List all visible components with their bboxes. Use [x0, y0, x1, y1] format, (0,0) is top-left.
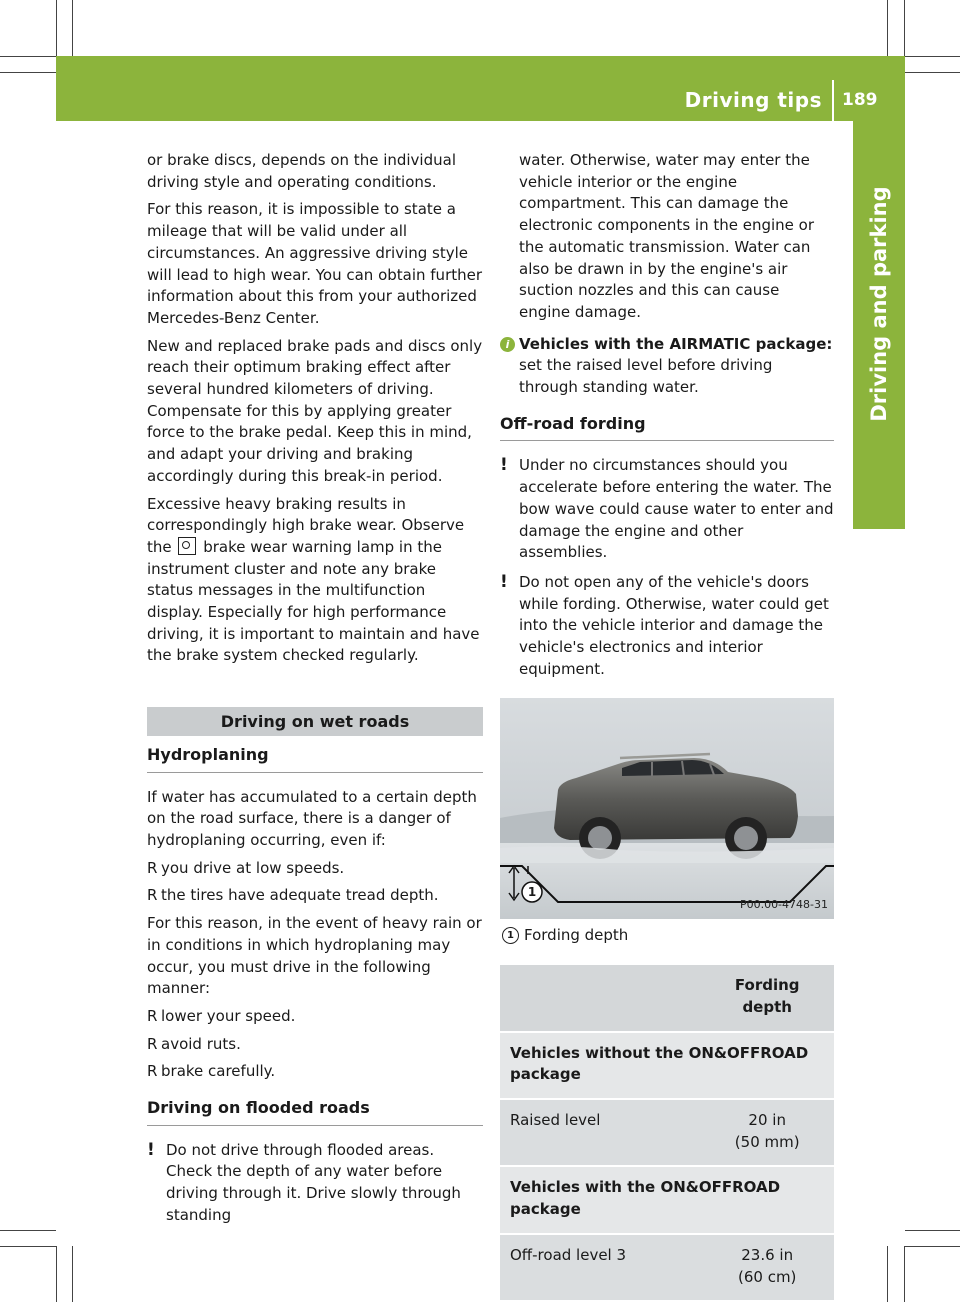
vehicle-illustration: [500, 698, 834, 919]
table-header-fording-depth: Fording depth: [700, 965, 834, 1031]
warning-text: Do not open any of the vehicle's doors while fording. Otherwise, water could get into the vehicle interior and damage the vehicle's electronics and interior equipment.: [519, 572, 829, 678]
warning-note: [500, 455, 834, 564]
left-column: [147, 150, 483, 1235]
figure-caption: [500, 925, 834, 947]
bullet-marker: R: [147, 858, 158, 877]
crop-mark: [905, 56, 960, 57]
row-label: Off-road level 3: [500, 1234, 700, 1301]
table-header-row: [500, 965, 834, 1031]
table-row: [500, 1234, 834, 1301]
chapter-tab-text: Driving and parking: [867, 186, 891, 422]
figure-code: P00.00-4748-31: [739, 897, 828, 911]
paragraph: If water has accumulated to a certain depth on the road surface, there is a danger of hydroplaning occurring, even if:: [147, 787, 477, 849]
group-title: Vehicles without the ON&OFFROAD package: [500, 1032, 834, 1099]
header-divider: [832, 80, 834, 121]
table-row: [500, 1099, 834, 1166]
list-item-text: lower your speed.: [161, 1006, 296, 1025]
paragraph: For this reason, in the event of heavy rain or in conditions in which hydroplaning may occur, you must drive in the following manner:: [147, 914, 482, 998]
list-item: [147, 858, 483, 880]
section-heading: Driving on wet roads: [147, 707, 483, 736]
bullet-marker: R: [147, 1034, 158, 1053]
crop-mark: [887, 1246, 888, 1302]
table-row: [500, 1032, 834, 1099]
page-title: Driving tips: [684, 88, 822, 112]
paragraph-text: Excessive heavy braking results in correspondingly high brake wear. Observe the: [147, 494, 465, 556]
value-secondary: (60 cm): [737, 1267, 797, 1286]
list-item-text: the tires have adequate tread depth.: [161, 886, 439, 905]
fording-depth-table: [500, 965, 834, 1302]
warning-note: [500, 572, 834, 681]
list-item: [147, 885, 483, 907]
crop-mark: [905, 1230, 960, 1231]
crop-mark: [887, 0, 888, 56]
table-row: [500, 1166, 834, 1233]
row-value: [700, 1234, 834, 1301]
bullet-marker: R: [147, 886, 158, 905]
crop-mark: [905, 1246, 960, 1247]
paragraph: [147, 494, 483, 668]
subheading-offroad-fording: Off-road fording: [500, 413, 834, 442]
info-note: [500, 334, 834, 399]
value-secondary: (50 mm): [734, 1132, 800, 1151]
list-item: [147, 1061, 483, 1083]
crop-mark: [72, 1246, 73, 1302]
warning-note: [147, 1140, 483, 1227]
chapter-marker: [853, 487, 905, 529]
paragraph: water. Otherwise, water may enter the vehicle interior or the engine compartment. This can damage the electronic components in the engine or the automatic transmission. Water can also be drawn in by the engine's air suction nozzles and this can cause engine damage.: [519, 151, 814, 321]
crop-mark: [0, 1246, 56, 1247]
warning-icon: !: [147, 1139, 155, 1160]
paragraph: New and replaced brake pads and discs only reach their optimum braking effect after several hundred kilometers of driving. Compensate for this by applying greater force to the brake pedal. Keep this in mind, and adapt your driving and braking accordingly during this break-in period.: [147, 336, 483, 485]
figure-marker: 1: [527, 885, 537, 900]
crop-mark: [0, 72, 56, 73]
chapter-tab-label: [853, 121, 905, 487]
crop-mark: [0, 56, 56, 57]
info-title: Vehicles with the AIRMATIC package:: [519, 334, 833, 353]
value-primary: 20 in: [748, 1110, 786, 1129]
group-title: Vehicles with the ON&OFFROAD package: [500, 1166, 834, 1233]
warning-text: Under no circumstances should you accelerate before entering the water. The bow wave could cause water to enter and damage the engine and other assemblies.: [519, 456, 834, 562]
row-value: [700, 1099, 834, 1166]
right-column: [500, 150, 834, 1302]
paragraph: For this reason, it is impossible to state a mileage that will be valid under all circumstances. An aggressive driving style will lead to high wear. You can obtain further information about this from your authorized Mercedes-Benz Center.: [147, 200, 483, 327]
page-number: 189: [842, 90, 878, 110]
paragraph-text: brake wear warning lamp in the instrument cluster and note any brake status messages in the multifunction display. Especially for high performance driving, it is important to maintain and have the brake system checked regularly.: [147, 537, 480, 665]
fording-depth-figure: [500, 698, 834, 919]
crop-mark: [56, 1246, 57, 1302]
subheading-hydroplaning: Hydroplaning: [147, 744, 483, 773]
crop-mark: [72, 0, 73, 56]
brake-warning-lamp-icon: [178, 537, 196, 555]
table-header-empty: [500, 965, 700, 1031]
callout-1-icon: 1: [502, 927, 519, 944]
value-primary: 23.6 in: [741, 1245, 794, 1264]
list-item: [147, 1034, 483, 1056]
list-item-text: you drive at low speeds.: [161, 858, 345, 877]
crop-mark: [904, 0, 905, 56]
crop-mark: [0, 1230, 56, 1231]
warning-icon: !: [500, 571, 508, 592]
info-icon: i: [500, 337, 515, 352]
caption-text: Fording depth: [524, 926, 629, 945]
crop-mark: [56, 0, 57, 56]
crop-mark: [905, 72, 960, 73]
info-text: set the raised level before driving through standing water.: [519, 356, 773, 397]
list-item-text: brake carefully.: [161, 1062, 276, 1081]
warning-icon: !: [500, 455, 508, 476]
list-item-text: avoid ruts.: [161, 1034, 241, 1053]
warning-text: Do not drive through flooded areas. Check the depth of any water before driving through it. Drive slowly through standing: [166, 1140, 461, 1224]
row-label: Raised level: [500, 1099, 700, 1166]
list-item: [147, 1006, 483, 1028]
bullet-marker: R: [147, 1062, 158, 1081]
subheading-flooded-roads: Driving on flooded roads: [147, 1097, 483, 1126]
paragraph: or brake discs, depends on the individual driving style and operating conditions.: [147, 151, 456, 191]
bullet-marker: R: [147, 1006, 158, 1025]
crop-mark: [904, 1246, 905, 1302]
